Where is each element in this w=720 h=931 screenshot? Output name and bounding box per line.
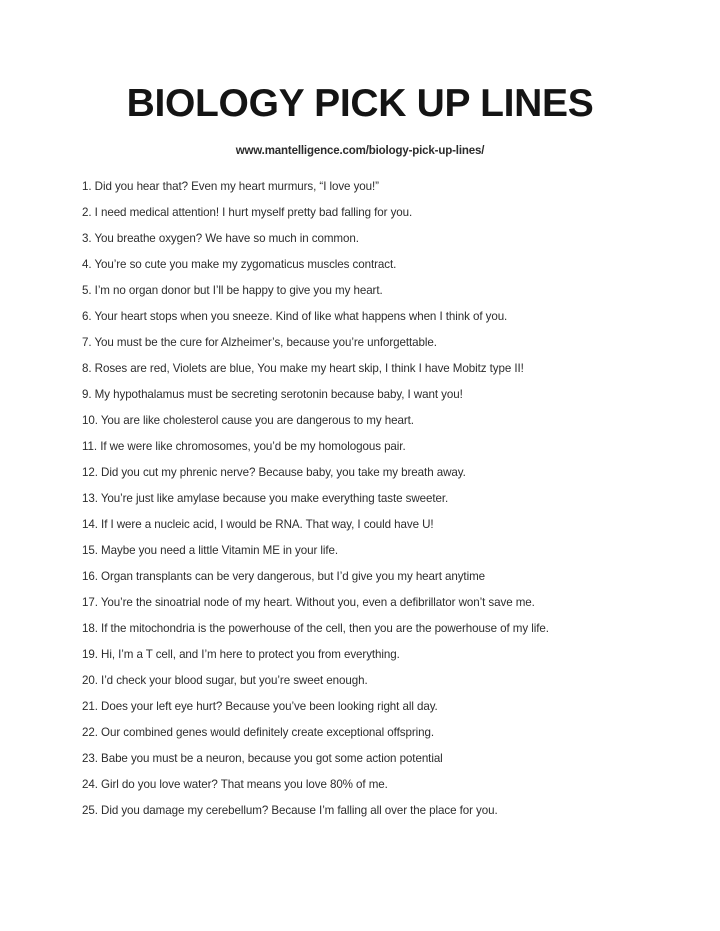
list-item-text: Did you cut my phrenic nerve? Because baby, you take my breath away. bbox=[101, 466, 466, 479]
list-item-text: Did you hear that? Even my heart murmurs, “I love you!” bbox=[94, 180, 379, 193]
list-item-number: 2. bbox=[82, 206, 92, 219]
list-item bbox=[82, 226, 662, 252]
list-item-text: Hi, I’m a T cell, and I’m here to protect you from everything. bbox=[101, 648, 400, 661]
list-item-text: You’re the sinoatrial node of my heart. Without you, even a defibrillator won’t save me. bbox=[100, 596, 535, 609]
list-item-text: You’re just like amylase because you make everything taste sweeter. bbox=[100, 492, 449, 505]
list-item bbox=[82, 668, 662, 694]
list-item-number: 16. bbox=[82, 570, 98, 583]
list-item-text: If the mitochondria is the powerhouse of the cell, then you are the powerhouse of my life. bbox=[101, 622, 549, 635]
list-item-number: 1. bbox=[82, 180, 92, 193]
list-item-number: 6. bbox=[82, 310, 92, 323]
list-item-text: I’m no organ donor but I’ll be happy to give you my heart. bbox=[94, 284, 383, 297]
list-item-text: Babe you must be a neuron, because you got some action potential bbox=[101, 752, 443, 765]
list-item bbox=[82, 356, 662, 382]
list-item bbox=[82, 564, 662, 590]
list-item-number: 19. bbox=[82, 648, 98, 661]
list-item bbox=[82, 512, 662, 538]
list-item-text: Our combined genes would definitely create exceptional offspring. bbox=[101, 726, 434, 739]
list-item-number: 10. bbox=[82, 414, 98, 427]
list-item bbox=[82, 538, 662, 564]
list-item-text: I need medical attention! I hurt myself pretty bad falling for you. bbox=[94, 206, 413, 219]
list-item bbox=[82, 642, 662, 668]
list-item-number: 23. bbox=[82, 752, 98, 765]
page-title: BIOLOGY PICK UP LINES bbox=[126, 82, 594, 125]
list-item-number: 9. bbox=[82, 388, 92, 401]
list-item bbox=[82, 174, 662, 200]
list-item bbox=[82, 486, 662, 512]
list-item-number: 5. bbox=[82, 284, 92, 297]
list-item-number: 14. bbox=[82, 518, 98, 531]
list-item-text: You are like cholesterol cause you are dangerous to my heart. bbox=[100, 414, 414, 427]
list-item-text: Organ transplants can be very dangerous, but I’d give you my heart anytime bbox=[101, 570, 486, 583]
list-item-number: 15. bbox=[82, 544, 98, 557]
list-item bbox=[82, 252, 662, 278]
list-item-number: 3. bbox=[82, 232, 92, 245]
list-item-text: If I were a nucleic acid, I would be RNA. That way, I could have U! bbox=[101, 518, 434, 531]
list-item-number: 11. bbox=[82, 440, 98, 453]
list-item bbox=[82, 434, 662, 460]
list-item bbox=[82, 746, 662, 772]
list-item-number: 17. bbox=[82, 596, 98, 609]
source-url: www.mantelligence.com/biology-pick-up-lines/ bbox=[235, 144, 485, 157]
list-item bbox=[82, 694, 662, 720]
list-item-number: 20. bbox=[82, 674, 98, 687]
list-item bbox=[82, 798, 662, 824]
list-item-text: Maybe you need a little Vitamin ME in your life. bbox=[101, 544, 339, 557]
list-item-text: If we were like chromosomes, you’d be my homologous pair. bbox=[100, 440, 406, 453]
list-item bbox=[82, 278, 662, 304]
list-item-text: I’d check your blood sugar, but you’re sweet enough. bbox=[101, 674, 368, 687]
list-item bbox=[82, 330, 662, 356]
list-item-number: 4. bbox=[82, 258, 92, 271]
list-item-number: 25. bbox=[82, 804, 98, 817]
list-item-text: Roses are red, Violets are blue, You make my heart skip, I think I have Mobitz type II! bbox=[94, 362, 524, 375]
list-item bbox=[82, 408, 662, 434]
list-item-number: 8. bbox=[82, 362, 92, 375]
list-item bbox=[82, 772, 662, 798]
list-item bbox=[82, 304, 662, 330]
list-item bbox=[82, 460, 662, 486]
list-item-number: 24. bbox=[82, 778, 98, 791]
document-header bbox=[0, 0, 720, 157]
list-item-text: Did you damage my cerebellum? Because I’m falling all over the place for you. bbox=[101, 804, 498, 817]
list-item-text: You must be the cure for Alzheimer’s, because you’re unforgettable. bbox=[94, 336, 437, 349]
list-item-number: 18. bbox=[82, 622, 98, 635]
list-item-number: 13. bbox=[82, 492, 98, 505]
list-item bbox=[82, 720, 662, 746]
list-item-text: Girl do you love water? That means you love 80% of me. bbox=[101, 778, 388, 791]
pick-up-lines-list bbox=[82, 174, 662, 824]
list-item-number: 22. bbox=[82, 726, 98, 739]
list-item bbox=[82, 382, 662, 408]
list-item-text: You’re so cute you make my zygomaticus muscles contract. bbox=[94, 258, 397, 271]
list-item bbox=[82, 616, 662, 642]
list-item-text: Does your left eye hurt? Because you’ve been looking right all day. bbox=[101, 700, 438, 713]
list-item-number: 7. bbox=[82, 336, 92, 349]
list-item-number: 21. bbox=[82, 700, 98, 713]
list-item-text: My hypothalamus must be secreting serotonin because baby, I want you! bbox=[94, 388, 463, 401]
list-item bbox=[82, 590, 662, 616]
list-item-number: 12. bbox=[82, 466, 98, 479]
list-item-text: You breathe oxygen? We have so much in common. bbox=[94, 232, 359, 245]
list-item-text: Your heart stops when you sneeze. Kind of like what happens when I think of you. bbox=[94, 310, 508, 323]
list-item bbox=[82, 200, 662, 226]
